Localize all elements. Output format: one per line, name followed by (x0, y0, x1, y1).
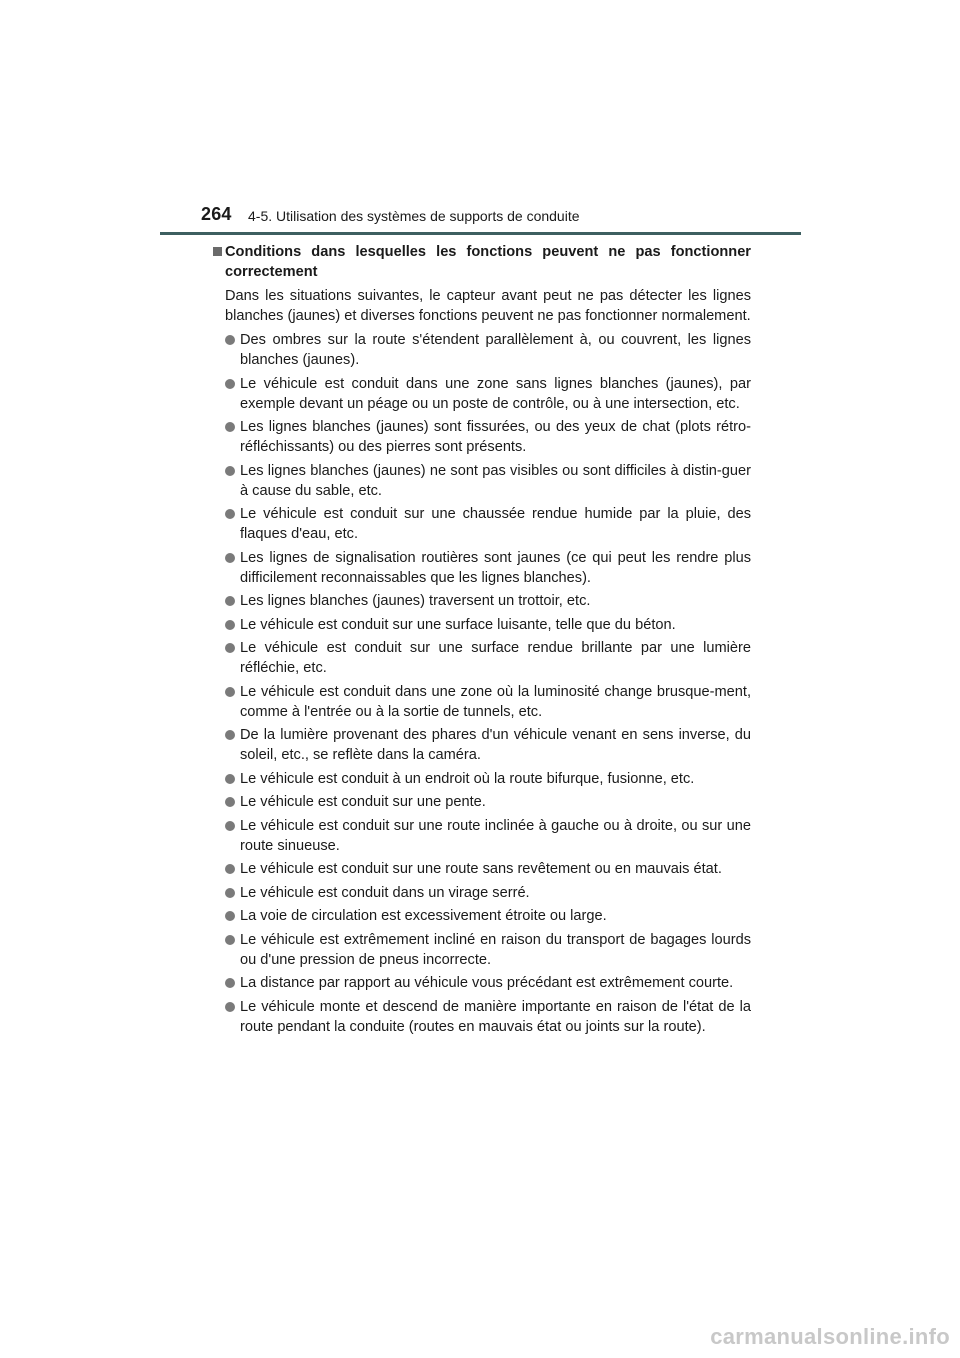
list-item (213, 906, 751, 926)
list-item (213, 374, 751, 414)
list-item (213, 769, 751, 789)
list-item-text: Des ombres sur la route s'étendent parallèlement à, ou couvrent, les lignes blanches (jaunes). (240, 332, 751, 368)
list-item (213, 682, 751, 722)
watermark: carmanualsonline.info (710, 1324, 950, 1349)
list-item (213, 859, 751, 879)
bullet-icon (225, 620, 235, 630)
list-item (213, 417, 751, 457)
list-item (213, 548, 751, 588)
list-item (213, 997, 751, 1037)
list-item-text: Les lignes blanches (jaunes) ne sont pas visibles ou sont difficiles à distin-guer à cause du sable, etc. (240, 462, 751, 499)
list-item-text: Le véhicule est conduit sur une surface luisante, telle que du béton. (240, 616, 676, 633)
list-item (213, 638, 751, 678)
bullet-icon (225, 509, 235, 519)
bullet-icon (225, 864, 235, 874)
bullet-icon (225, 596, 235, 606)
list-item-text: Les lignes blanches (jaunes) sont fissurées, ou des yeux de chat (plots rétro-réfléchissants) ou des pierres sont présents. (240, 419, 751, 455)
list-item-text: Le véhicule est conduit sur une route sans revêtement ou en mauvais état. (240, 861, 722, 877)
bullet-icon (225, 687, 235, 697)
bullet-icon (225, 821, 235, 831)
bullet-icon (225, 978, 235, 988)
list-item-text: Le véhicule est extrêmement incliné en raison du transport de bagages lourds ou d'une pression de pneus incorrecte. (240, 931, 751, 968)
subheading-text: Conditions dans lesquelles les fonctions peuvent ne pas fonctionner correctement (225, 244, 751, 280)
header-rule (160, 232, 801, 235)
list-item-text: Le véhicule est conduit dans un virage serré. (240, 884, 530, 901)
list-item (213, 883, 751, 903)
list-item (213, 591, 751, 611)
list-item-text: Le véhicule est conduit sur une surface rendue brillante par une lumière réfléchie, etc. (240, 640, 751, 676)
bullet-icon (225, 422, 235, 432)
list-item (213, 330, 751, 370)
bullet-icon (225, 1002, 235, 1012)
bullet-icon (225, 888, 235, 898)
bullet-icon (225, 797, 235, 807)
conditions-list (213, 330, 751, 1037)
content (213, 242, 751, 1040)
heading-square-icon (213, 247, 222, 256)
bullet-icon (225, 730, 235, 740)
bullet-icon (225, 335, 235, 345)
list-item (213, 504, 751, 544)
list-item (213, 973, 751, 993)
list-item-text: La distance par rapport au véhicule vous précédant est extrêmement courte. (240, 975, 734, 991)
list-item-text: Les lignes de signalisation routières sont jaunes (ce qui peut les rendre plus difficilement reconnaissables que les lignes blanches). (240, 549, 751, 586)
list-item-text: La voie de circulation est excessivement étroite ou large. (240, 908, 607, 924)
list-item-text: Le véhicule est conduit sur une route inclinée à gauche ou à droite, ou sur une route sinueuse. (240, 817, 751, 854)
section-title: 4-5. Utilisation des systèmes de supports de conduite (248, 208, 580, 224)
list-item (213, 816, 751, 856)
list-item-text: Le véhicule est conduit sur une pente. (240, 794, 486, 810)
list-item-text: Le véhicule est conduit dans une zone où la luminosité change brusque-ment, comme à l'entrée ou à la sortie de tunnels, etc. (240, 683, 751, 720)
list-item-text: Le véhicule est conduit à un endroit où la route bifurque, fusionne, etc. (240, 770, 695, 787)
list-item (213, 930, 751, 970)
bullet-icon (225, 466, 235, 476)
bullet-icon (225, 553, 235, 563)
list-item-text: Le véhicule monte et descend de manière importante en raison de l'état de la route pendant la conduite (routes en mauvais état ou joints sur la route). (240, 998, 751, 1035)
bullet-icon (225, 774, 235, 784)
bullet-icon (225, 643, 235, 653)
list-item-text: De la lumière provenant des phares d'un véhicule venant en sens inverse, du soleil, etc., se reflète dans la caméra. (240, 727, 751, 763)
bullet-icon (225, 911, 235, 921)
subheading (213, 242, 751, 282)
list-item-text: Le véhicule est conduit dans une zone sans lignes blanches (jaunes), par exemple devant un péage ou un poste de contrôle, ou à une intersection, etc. (240, 375, 751, 412)
list-item (213, 461, 751, 501)
page-number: 264 (201, 204, 232, 224)
list-item (213, 725, 751, 765)
intro-paragraph: Dans les situations suivantes, le capteur avant peut ne pas détecter les lignes blanches (jaunes) et diverses fonctions peuvent ne pas fonctionner normalement. (225, 288, 751, 324)
list-item (213, 792, 751, 812)
bullet-icon (225, 935, 235, 945)
list-item (213, 615, 751, 635)
bullet-icon (225, 379, 235, 389)
list-item-text: Le véhicule est conduit sur une chaussée rendue humide par la pluie, des flaques d'eau, etc. (240, 506, 751, 542)
list-item-text: Les lignes blanches (jaunes) traversent un trottoir, etc. (240, 593, 591, 609)
